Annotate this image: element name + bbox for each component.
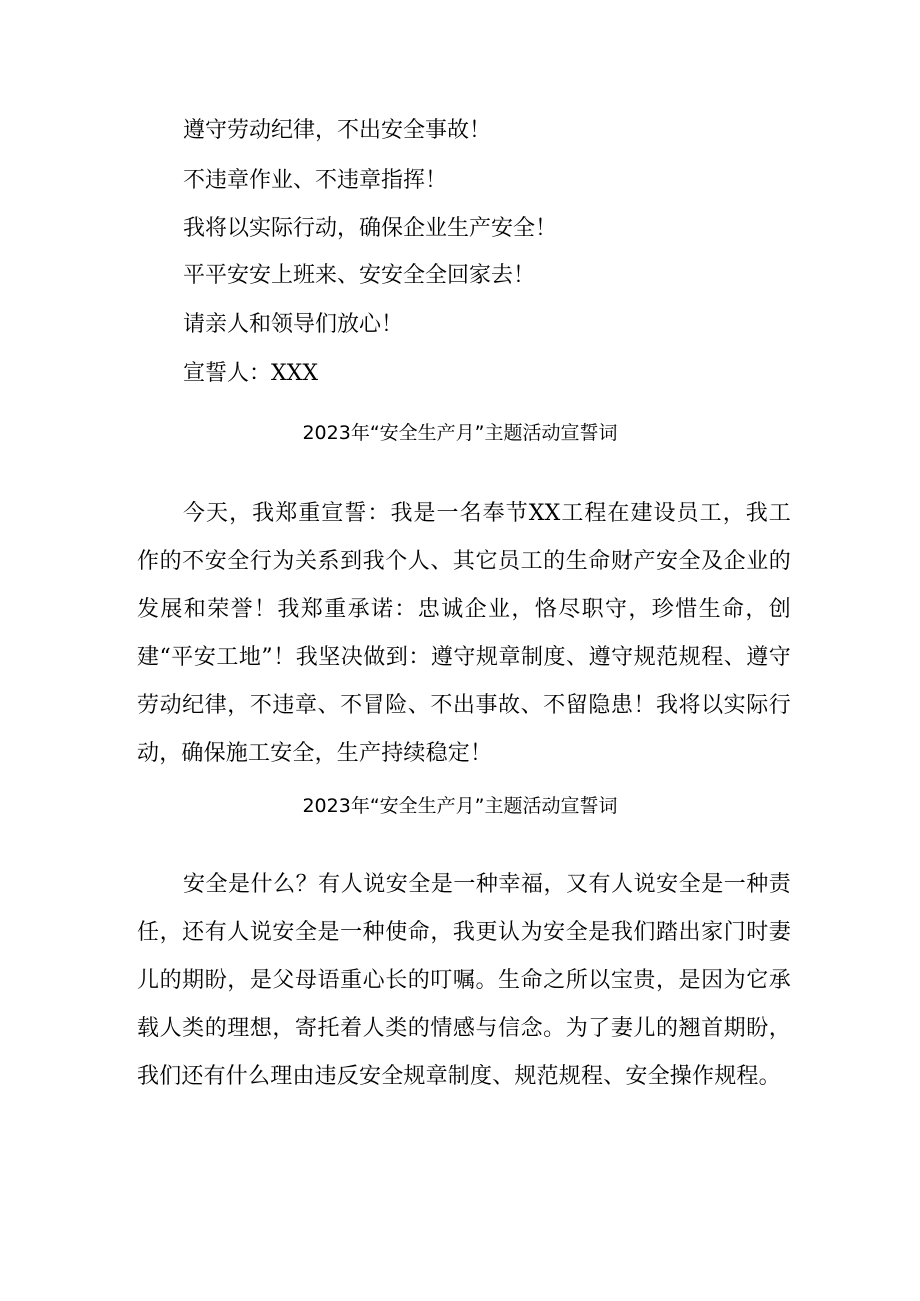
section-1-title: 2023年“安全生产月”主题活动宣誓词 (302, 422, 618, 444)
section-2-body: 安全是什么？有人说安全是一种幸福，又有人说安全是一种责任，还有人说安全是一种使命，我更认为安全是我们踏出家门时妻儿的期盼，是父母语重心长的叮嘱。生命之所以宝贵，是因为它承载人类的理想，寄托着人类的情感与信念。为了妻儿的翘首期盼，我们还有什么理由违反安全规章制度、规范规程、安全操作规程。 (137, 872, 791, 1089)
section-1-body: 今天，我郑重宣誓：我是一名奉节XX工程在建设员工，我工作的不安全行为关系到我个人、其它员工的生命财产安全及企业的发展和荣誉！我郑重承诺：忠诚企业，恪尽职守，珍惜生命，创建“平安工地”！我坚决做到：遵守规章制度、遵守规范规程、遵守劳动纪律，不违章、不冒险、不出事故、不留隐患！我将以实际行动，确保施工安全，生产持续稳定！ (137, 501, 791, 766)
pledge-line-3: 我将以实际行动，确保企业生产安全！ (183, 216, 558, 241)
pledge-line-1: 遵守劳动纪律，不出安全事故！ (183, 118, 492, 143)
pledge-signatory: 宣誓人：XXX (183, 361, 318, 386)
pledge-line-2: 不违章作业、不违章指挥！ (183, 168, 448, 193)
pledge-line-5: 请亲人和领导们放心！ (183, 312, 404, 337)
pledge-line-4: 平平安安上班来、安安全全回家去！ (183, 263, 536, 288)
section-2-title: 2023年“安全生产月”主题活动宣誓词 (302, 795, 618, 817)
